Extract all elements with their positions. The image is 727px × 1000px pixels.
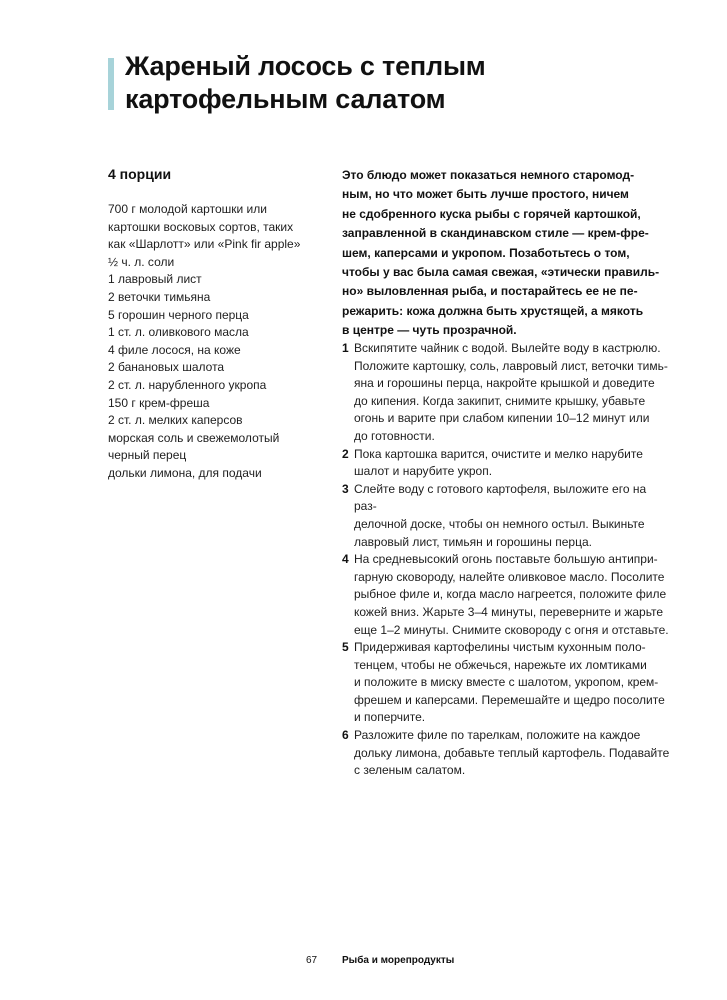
ingredient-line: 150 г крем-фреша	[108, 395, 210, 410]
step-number: 5	[342, 640, 349, 655]
ingredient-item	[108, 307, 323, 325]
method-step	[342, 639, 672, 727]
step-line: Придерживая картофелины чистым кухонным поло-	[354, 640, 646, 655]
servings-heading: 4 порции	[108, 166, 172, 182]
ingredient-item	[108, 324, 323, 342]
step-line: до готовности.	[354, 428, 435, 443]
intro-line: чтобы у вас была самая свежая, «этически правиль-	[342, 265, 660, 280]
ingredient-item	[108, 377, 323, 395]
step-line: Пока картошка варится, очистите и мелко нарубите	[354, 446, 643, 461]
ingredient-line: картошки восковых сортов, таких	[108, 219, 294, 234]
step-line: и поперчите.	[354, 710, 426, 725]
method-step	[342, 446, 672, 481]
ingredient-line: 2 ст. л. нарубленного укропа	[108, 377, 267, 392]
step-line: лавровый лист, тимьян и горошины перца.	[354, 534, 592, 549]
recipe-title-line: Жареный лосось с теплым	[125, 51, 486, 81]
recipe-title-line: картофельным салатом	[125, 84, 446, 114]
step-line: яна и горошины перца, накройте крышкой и доведите	[354, 376, 655, 391]
step-text	[354, 639, 665, 727]
ingredient-line: 4 филе лосося, на коже	[108, 342, 241, 357]
ingredient-item	[108, 254, 323, 272]
method-step	[342, 727, 672, 780]
step-number: 3	[342, 481, 349, 496]
page-number: 67	[306, 955, 318, 966]
intro-line: режарить: кожа должна быть хрустящей, а мякоть	[342, 303, 644, 318]
step-number: 2	[342, 446, 349, 461]
ingredient-line: 5 горошин черного перца	[108, 307, 249, 322]
ingredient-line: дольки лимона, для подачи	[108, 465, 262, 480]
intro-line: Это блюдо может показаться немного старомод-	[342, 168, 635, 182]
method-step	[342, 481, 672, 551]
step-line: до кипения. Когда закипит, снимите крышку, убавьте	[354, 393, 646, 408]
method-step	[342, 340, 672, 446]
step-line: шалот и нарубите укроп.	[354, 464, 493, 479]
intro-line: в центре — чуть прозрачной.	[342, 323, 517, 338]
step-line: с зеленым салатом.	[354, 763, 466, 778]
ingredient-item	[108, 289, 323, 307]
step-text	[354, 481, 672, 551]
ingredient-item	[108, 201, 323, 254]
step-line: и положите в миску вместе с шалотом, укропом, крем-	[354, 675, 659, 690]
ingredient-item	[108, 271, 323, 289]
ingredient-item	[108, 412, 323, 430]
step-text	[354, 727, 669, 780]
step-line: дольку лимона, добавьте теплый картофель. Подавайте	[354, 745, 670, 760]
ingredient-line: черный перец	[108, 448, 187, 463]
intro-line: ным, но что может быть лучше простого, ничем	[342, 187, 629, 202]
ingredient-line: как «Шарлотт» или «Pink fir apple»	[108, 237, 301, 252]
section-title: Рыба и морепродукты	[342, 955, 455, 966]
ingredient-line: морская соль и свежемолотый	[108, 430, 280, 445]
recipe-title	[125, 50, 486, 116]
ingredient-line: 2 ст. л. мелких каперсов	[108, 413, 243, 428]
method-steps	[342, 340, 672, 780]
step-line: Положите картошку, соль, лавровый лист, веточки тимь-	[354, 358, 668, 373]
step-line: Слейте воду с готового картофеля, выложите его на раз-	[354, 481, 647, 514]
ingredients-list	[108, 201, 323, 483]
step-number: 4	[342, 552, 349, 567]
step-line: огонь и варите при слабом кипении 10–12 минут или	[354, 411, 650, 426]
method-step	[342, 551, 672, 639]
step-line: гарную сковороду, налейте оливковое масло. Посолите	[354, 569, 665, 584]
intro-line: но» выловленная рыба, и постарайтесь ее не пе-	[342, 284, 638, 299]
step-line: еще 1–2 минуты. Снимите сковороду с огня и отставьте.	[354, 622, 669, 637]
step-line: тенцем, чтобы не обжечься, нарежьте их ломтиками	[354, 657, 647, 672]
step-text	[354, 340, 668, 446]
ingredient-line: 1 ст. л. оливкового масла	[108, 325, 249, 340]
intro-line: заправленной в скандинавском стиле — крем-фре-	[342, 226, 649, 241]
step-line: Разложите филе по тарелкам, положите на каждое	[354, 728, 641, 743]
ingredient-item	[108, 342, 323, 360]
title-accent-bar	[108, 58, 114, 110]
step-number: 6	[342, 728, 349, 743]
ingredient-item	[108, 430, 323, 465]
step-line: делочной доске, чтобы он немного остыл. Выкиньте	[354, 516, 645, 531]
recipe-intro	[342, 166, 662, 341]
step-line: На средневысокий огонь поставьте большую антипри-	[354, 552, 658, 567]
step-number: 1	[342, 341, 349, 355]
ingredient-item	[108, 465, 323, 483]
step-text	[354, 446, 643, 481]
ingredient-line: 700 г молодой картошки или	[108, 202, 267, 216]
step-line: кожей вниз. Жарьте 3–4 минуты, переверните и жарьте	[354, 604, 664, 619]
ingredient-item	[108, 395, 323, 413]
intro-line: не сдобренного куска рыбы с горячей картошкой,	[342, 206, 641, 221]
ingredient-line: 1 лавровый лист	[108, 272, 202, 287]
step-line: Вскипятите чайник с водой. Вылейте воду в кастрюлю.	[354, 341, 661, 355]
ingredient-line: 2 банановых шалота	[108, 360, 225, 375]
ingredient-line: 2 веточки тимьяна	[108, 289, 211, 304]
step-text	[354, 551, 669, 639]
ingredient-item	[108, 359, 323, 377]
step-line: фрешем и каперсами. Перемешайте и щедро посолите	[354, 692, 665, 707]
ingredient-line: ½ ч. л. соли	[108, 254, 175, 269]
intro-line: шем, каперсами и укропом. Позаботьтесь о том,	[342, 245, 630, 260]
step-line: рыбное филе и, когда масло нагреется, положите филе	[354, 587, 667, 602]
